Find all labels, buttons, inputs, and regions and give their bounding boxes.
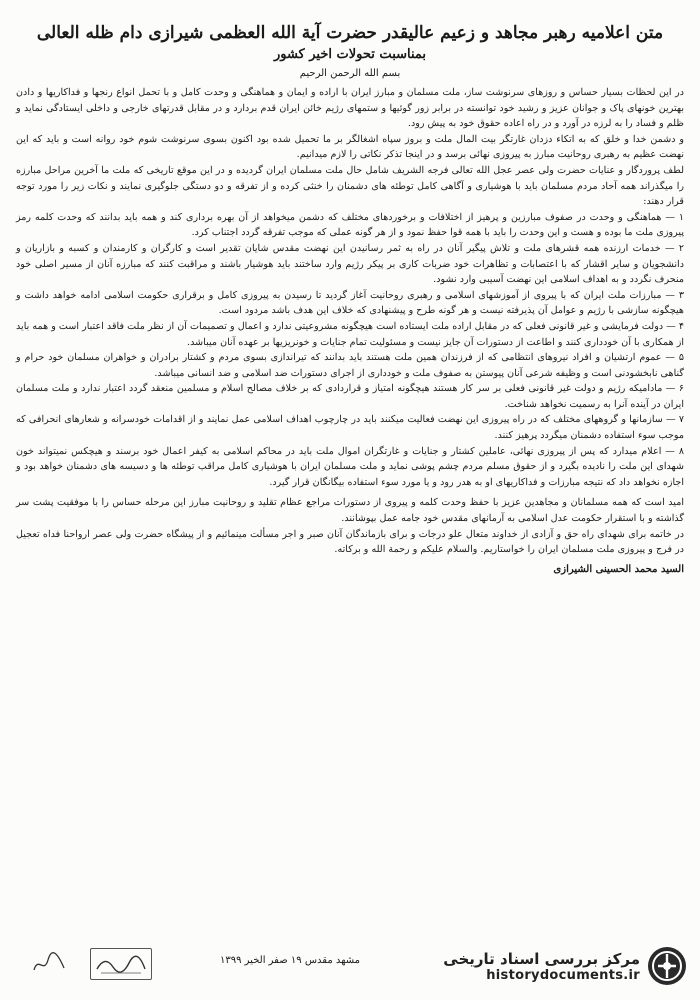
paragraph-point-1: ۱ — هماهنگی و وحدت در صفوف مبارزین و پرهیز از اختلافات و برخوردهای مختلف که دشمن میخواهد از آن بهره برداری کند و همه باید بدانند که وحدت کلمه رمز پیروزی ملت ما بوده و هست و این وحدت را باید با همه قوا حفظ نمود و از هر گونه عملی که موجب تفرقه گردد اجتناب کرد. — [16, 211, 684, 239]
paragraph-point-8: ۸ — اعلام میدارد که پس از پیروزی نهائی، عاملین کشتار و جنایات و غارتگران اموال ملت باید در محاکم اسلامی به کیفر اعمال خود برسند و هیچکس نمیتواند خون شهدای این ملت را نادیده بگیرد و از حقوق مسلم مردم چشم پوشی نماید و ملت مسلمان ایران با هوشیاری کامل مراقب توطئه ها و دسیسه های دشمنان خواهد بود و اجازه نخواهد داد که نتیجه مبارزات و فداکاریهای او به هدر رود و یا مورد سوء استفاده بیگانگان قرار گیرد. — [16, 445, 685, 488]
document-title: متن اعلامیه رهبر مجاهد و زعیم عالیقدر حضرت آیة الله العظمی شیرازی دام ظله العالی — [36, 23, 664, 43]
paragraph-conclusion: امید است که همه مسلمانان و مجاهدین عزیز با حفظ وحدت کلمه و پیروی از دستورات مراجع عظام تقلید و روحانیت مبارز این مرحله حساس را با موفقیت پشت سر گذاشته و با استقرار حکومت عدل اسلامی به آرمانهای مقدس خود جامه عمل بپوشانند. — [16, 497, 684, 525]
paragraph-point-3: ۳ — مبارزات ملت ایران که با پیروی از آموزشهای اسلامی و رهبری روحانیت آغاز گردید تا رسیدن به پیروزی کامل و برقراری حکومت اسلامی ادامه خواهد داشت و هیچگونه سازشی با رژیم و عوامل آن پذیرفته نیست و هر گونه طرح و پیشنهادی که خلاف این هدف باشد مردود است. — [16, 289, 684, 317]
signature-line: السید محمد الحسینی الشیرازی — [553, 563, 684, 575]
watermark-en: historydocuments.ir — [486, 967, 640, 983]
paragraph-intro: در این لحظات بسیار حساس و روزهای سرنوشت ساز، ملت مسلمان و مبارز ایران با اراده و ایمان و هماهنگی و وحدت کامل و با تحمل انواع رنجها و فداکاریها و دادن بهترین خونهای پاک و جوانان عزیز و رشید خود توانسته در برابر زور گوئیها و ستمهای رژیم خائن ایران قدم بردارد و در مقابل قدرتهای خارجی و داخلی ایستادگی نماید و ظلم و فساد را به لرزه در آورد و در راه اعاده حقوق خود به پیش رود. — [16, 87, 684, 130]
paragraph-point-4: ۴ — دولت فرمایشی و غیر قانونی فعلی که در مقابل اراده ملت ایستاده است هیچگونه مشروعیتی ندارد و اعمال و تصمیمات آن از نظر ملت فاقد اعتبار است و همه باید از همکاری با آن خودداری کنند و اطاعت از دستورات آن جایز نیست و مسئولیت تمام جنایات و خونریزیها بر عهده آنان میباشد. — [16, 320, 684, 348]
paragraph-point-5: ۵ — عموم ارتشیان و افراد نیروهای انتظامی که از فرزندان همین ملت هستند باید بدانند که تیراندازی بسوی مردم و کشتار برادران و خواهران مسلمان خود حرام و گناهی نابخشودنی است و وظیفه شرعی آنان پیوستن به صفوف ملت و خودداری از اجرای دستورات ضد اسلامی و ضد انسانی میباشد. — [16, 352, 684, 379]
paragraph-point-7: ۷ — سازمانها و گروههای مختلف که در راه پیروزی این نهضت فعالیت میکنند باید در چارچوب اهداف اسلامی عمل نمایند و از اقدامات خودسرانه و شعارهای انحرافی که موجب سوء استفاده دشمنان میگردد پرهیز کنند. — [16, 414, 684, 442]
paragraph-2: و دشمن خدا و خلق که به اتکاء دزدان غارتگر بیت المال ملت و بروز سپاه اشغالگر بر ما تحمیل شده بود اکنون بسوی سرنوشت شوم خود روانه است و باید که این نهضت عظیم به رهبری روحانیت مبارز به پیروزی نهائی برسد و در اینجا تذکر نکاتی را لازم میدانیم. — [16, 133, 684, 161]
handwritten-mark — [30, 948, 70, 978]
document-body — [16, 85, 684, 577]
watermark-fa: مرکز بررسی اسناد تاریخی — [443, 949, 640, 968]
archive-logo-icon — [646, 945, 688, 987]
paragraph-closing: در خاتمه برای شهدای راه حق و آزادی از خداوند متعال علو درجات و برای بازماندگان آنان صبر و اجر مسألت مینمائیم و از پیشگاه حضرت ولی عصر ارواحنا فداه تعجیل در فرج و پیروزی ملت مسلمان ایران را خواستاریم. والسلام علیکم و رحمة الله و برکاته. — [16, 528, 684, 556]
document-date: مشهد مقدس ۱۹ صفر الخیر ۱۳۹۹ — [220, 955, 361, 966]
stamp-mark — [90, 948, 152, 980]
watermark — [438, 940, 688, 992]
paragraph-3: لطف پروردگار و عنایات حضرت ولی عصر عجل الله تعالی فرجه الشریف شامل حال ملت مسلمان ایران گردیده و در این موقع تاریخی که ملت ما آخرین مراحل مبارزه را میگذراند همه آحاد مردم مسلمان باید با هوشیاری و آگاهی کامل توطئه های دشمنان را خنثی کرده و از تفرقه و دو دستگی جلوگیری نمایند و نکات زیر را مورد توجه قرار دهند: — [16, 164, 684, 208]
basmala: بسم الله الرحمن الرحیم — [299, 68, 401, 79]
paragraph-point-6: ۶ — مادامیکه رژیم و دولت غیر قانونی فعلی بر سر کار هستند هیچگونه امتیاز و قراردادی که بر خلاف مصالح اسلام و مسلمین منعقد گردد اعتبار ندارد و ملت مسلمان ایران در آینده آنرا به رسمیت نخواهد شناخت. — [16, 383, 684, 410]
paragraph-point-2: ۲ — خدمات ارزنده همه قشرهای ملت و تلاش پیگیر آنان در راه به ثمر رسانیدن این نهضت مقدس شایان تقدیر است و کارگران و کارمندان و کسبه و بازاریان و دانشجویان و سایر اقشار که با اعتصابات و تظاهرات خود ضربات کاری بر پیکر رژیم وارد ساختند باید هوشیار باشند و مراقبت کنند که مبارزه آنان از مسیر اصلی خود منحرف نگردد و به اهداف اسلامی این نهضت آسیبی وارد نشود. — [16, 242, 684, 286]
document-subtitle: بمناسبت تحولات اخیر کشور — [273, 47, 427, 62]
